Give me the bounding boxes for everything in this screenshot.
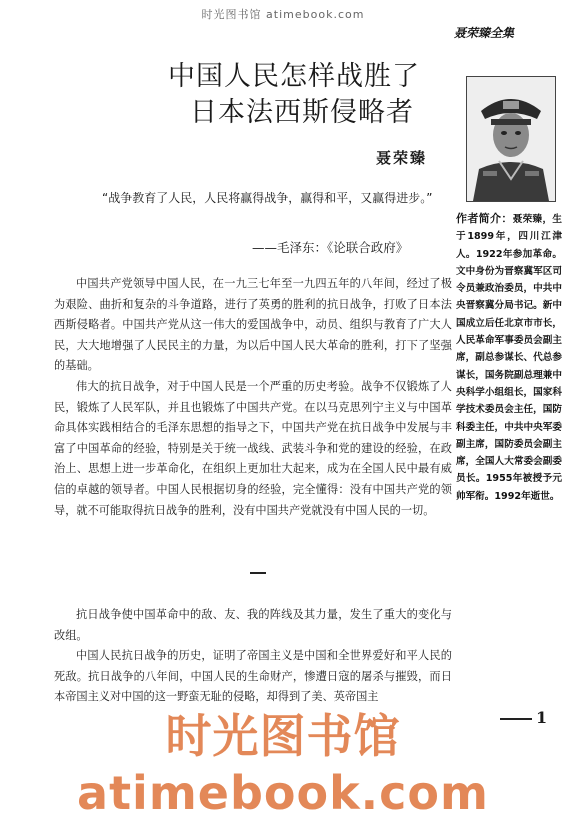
article-section-1 bbox=[54, 274, 452, 521]
author-bio-heading: 作者简介： bbox=[456, 212, 513, 225]
paragraph: 抗日战争使中国革命中的敌、友、我的阵线及其力量，发生了重大的变化与改组。 bbox=[54, 608, 452, 642]
paragraph: 伟大的抗日战争，对于中国人民是一个严重的历史考验。战争不仅锻炼了人民，锻炼了人民军队，并且也锻炼了中国共产党。在以马克思列宁主义与中国革命具体实践相结合的毛泽东思想的指导之下，中国共产党在抗日战争中发展与丰富了中国革命的经验，特别是关于统一战线、武装斗争和党的建设的经验，在政治上、思想上进一步革命化，在组织上更加壮大起来，成为在全国人民中最有威信的卓越的领导者。中国人民根据切身的经验，完全懂得：没有中国共产党的领导，就不可能取得抗日战争的胜利，没有中国共产党就没有中国人民的一切。 bbox=[54, 379, 452, 517]
article-section-2 bbox=[54, 605, 452, 708]
epigraph-attribution: ——毛泽东：《论联合政府》 bbox=[252, 240, 409, 255]
page-number: 1 bbox=[536, 708, 548, 727]
author-portrait-photo bbox=[466, 76, 556, 202]
paragraph: 中国人民抗日战争的历史，证明了帝国主义是中国和全世界爱好和平人民的死敌。抗日战争的八年间，中国人民的生命财产，惨遭日寇的屠杀与摧毁，而日本帝国主义对中国的这一野蛮无耻的侵略，却得到了美、英帝国主 bbox=[54, 649, 452, 704]
paragraph: 中国共产党领导中国人民，在一九三七年至一九四五年的八年间，经过了极为艰险、曲折和复杂的斗争道路，进行了英勇的胜利的抗日战争，打败了日本法西斯侵略者。中国共产党从这一伟大的爱国战争中，动员、组织与教育了广大人民，大大地增强了人民民主的力量，为以后中国人民大革命的胜利，打下了坚强的基础。 bbox=[54, 277, 452, 373]
site-header: 时光图书馆 atimebook.com bbox=[201, 8, 365, 21]
collection-title: 聂荣臻全集 bbox=[454, 26, 515, 40]
article-title-line-2: 日本法西斯侵略者 bbox=[190, 97, 414, 128]
author-bio-sidebar bbox=[456, 210, 562, 505]
watermark-text: 时光图书馆atimebook.com bbox=[77, 709, 489, 820]
section-divider bbox=[250, 572, 266, 574]
author-bio-text: 聂荣臻，生于1899年，四川江津人。1922年参加革命。文中身份为晋察冀军区司令员兼政治委员，中共中央晋察冀分局书记。新中国成立后任北京市市长，人民革命军事委员会副主席，副总参谋长、代总参谋长，国务院副总理兼中央科学小组组长，国家科学技术委员会主任，国防科委主任，中共中央军委副主席，国防委员会副主席，全国人大常委会副委员长。1955年被授予元帅军衔。1992年逝世。 bbox=[456, 214, 563, 502]
article-author: 聂荣臻 bbox=[376, 149, 428, 167]
epigraph-quote: “战争教育了人民，人民将赢得战争，赢得和平，又赢得进步。” bbox=[102, 191, 433, 205]
article-title-line-1: 中国人民怎样战胜了 bbox=[168, 61, 420, 92]
